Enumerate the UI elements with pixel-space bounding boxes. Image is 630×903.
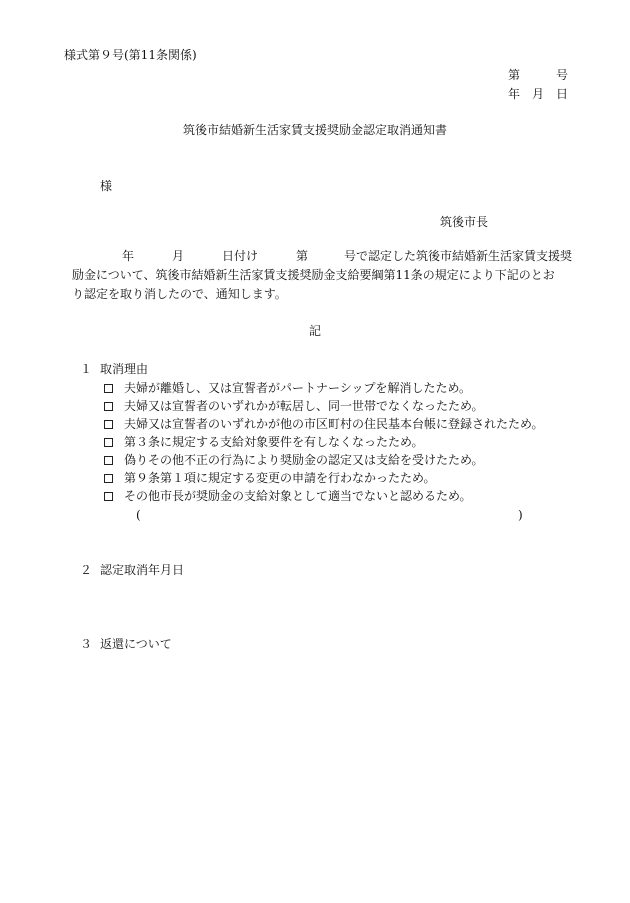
section-2-number: ２ <box>80 563 93 577</box>
checkbox-icon[interactable] <box>104 456 113 465</box>
reason-label: 夫婦又は宣誓者のいずれかが転居し、同一世帯でなくなったため。 <box>124 399 484 413</box>
reason-label: 夫婦が離婚し、又は宣誓者がパートナーシップを解消したため。 <box>124 381 472 395</box>
body-month: 月 <box>172 249 185 263</box>
reason-label: 夫婦又は宣誓者のいずれかが他の市区町村の住民基本台帳に登録されたため。 <box>124 417 544 431</box>
reason-item-3 <box>104 415 544 433</box>
body-no-prefix: 第 <box>296 249 309 263</box>
section-3-heading: 返還について <box>100 637 172 651</box>
other-reason-input[interactable] <box>146 506 514 524</box>
body-line1-tail: 号で認定した筑後市結婚新生活家賃支援奨 <box>344 249 573 263</box>
date-day: 日 <box>556 87 569 101</box>
other-reason-paren-open: ( <box>136 508 141 522</box>
body-line-2: 励金について、筑後市結婚新生活家賃支援奨励金支給要綱第11条の規定により下記のとお <box>72 268 555 282</box>
reason-item-2 <box>104 397 484 415</box>
checkbox-icon[interactable] <box>104 492 113 501</box>
date-year: 年 <box>508 87 521 101</box>
section-1-number: １ <box>80 362 93 376</box>
checkbox-icon[interactable] <box>104 402 113 411</box>
checkbox-icon[interactable] <box>104 384 113 393</box>
reason-item-5 <box>104 451 484 469</box>
section-3-number: ３ <box>80 637 93 651</box>
other-reason-paren-close: ) <box>518 508 523 522</box>
checkbox-icon[interactable] <box>104 420 113 429</box>
reason-label: 偽りその他不正の行為により奨励金の認定又は支給を受けたため。 <box>124 453 484 467</box>
reason-item-1 <box>104 379 471 397</box>
checkbox-icon[interactable] <box>104 438 113 447</box>
body-line-1 <box>72 247 577 266</box>
reason-label: 第３条に規定する支給対象要件を有しなくなったため。 <box>124 435 424 449</box>
recipient-suffix: 様 <box>100 179 113 193</box>
body-year: 年 <box>122 249 135 263</box>
reason-label: その他市長が奨励金の支給対象として適当でないと認めるため。 <box>124 489 472 503</box>
section-2-heading: 認定取消年月日 <box>100 563 185 577</box>
body-day: 日付け <box>222 249 259 263</box>
reason-item-4 <box>104 433 424 451</box>
section-1-heading: 取消理由 <box>100 362 149 376</box>
body-paragraph <box>72 247 577 304</box>
issuer-name: 筑後市長 <box>440 215 489 229</box>
checkbox-icon[interactable] <box>104 474 113 483</box>
form-number: 様式第９号(第11条関係) <box>64 48 197 62</box>
reason-item-7 <box>104 487 472 505</box>
reason-item-6 <box>104 469 436 487</box>
document-title: 筑後市結婚新生活家賃支援奨励金認定取消通知書 <box>182 123 447 137</box>
ki-heading: 記 <box>308 324 321 338</box>
body-line-3: り認定を取り消したので、通知します。 <box>72 287 287 301</box>
doc-number-suffix: 号 <box>556 68 569 82</box>
date-month: 月 <box>532 87 545 101</box>
doc-number-prefix: 第 <box>508 68 521 82</box>
reason-label: 第９条第１項に規定する変更の申請を行わなかったため。 <box>124 471 436 485</box>
